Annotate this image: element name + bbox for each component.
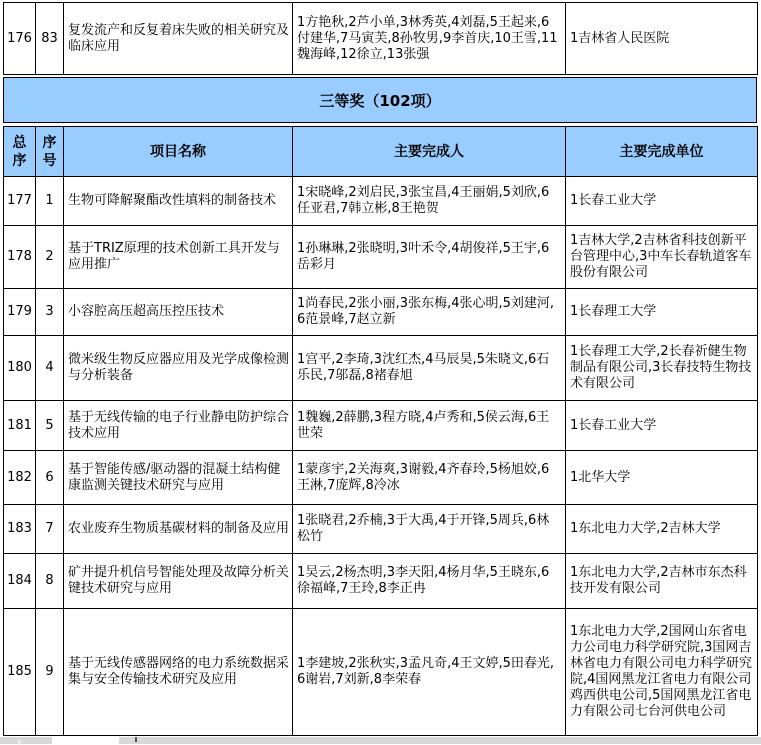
cell-project-title[interactable]: 矿井提升机信号智能处理及故障分析关键技术研究与应用	[64, 554, 293, 609]
cell-total-index[interactable]: 181	[4, 401, 36, 451]
cell-total-index[interactable]: 183	[4, 505, 36, 554]
cell-seq-number[interactable]: 5	[36, 401, 64, 451]
cell-contributors[interactable]: 1魏巍,2薛鹏,3程方晓,4卢秀和,5侯云海,6王世荣	[293, 401, 566, 451]
cell-total-index[interactable]: 180	[4, 336, 36, 401]
section-banner-third-prize[interactable]	[3, 77, 757, 123]
cell-units[interactable]: 1吉林省人民医院	[566, 3, 758, 75]
cell-project-title[interactable]: 基于无线传输的电子行业静电防护综合技术应用	[64, 401, 293, 451]
cell-units[interactable]: 1长春理工大学,2长春祈健生物制品有限公司,3长春技特生物技术有限公司	[566, 336, 758, 401]
cell-project-title[interactable]: 基于无线传感器网络的电力系统数据采集与安全传输技术研究及应用	[64, 609, 293, 736]
cell-total-index[interactable]: 182	[4, 451, 36, 505]
cell-project-title[interactable]: 复发流产和反复着床失败的相关研究及临床应用	[64, 3, 293, 75]
table-row	[4, 451, 758, 505]
cell-total-index[interactable]: 177	[4, 177, 36, 226]
cell-units[interactable]: 1长春工业大学	[566, 401, 758, 451]
cell-seq-number[interactable]: 2	[36, 226, 64, 289]
cell-project-title[interactable]: 农业废弃生物质基碳材料的制备及应用	[64, 505, 293, 554]
table-row	[4, 609, 758, 736]
sheet-tab-area[interactable]	[52, 737, 119, 744]
cell-project-title[interactable]: 生物可降解聚酯改性填料的制备技术	[64, 177, 293, 226]
cell-total-index[interactable]: 185	[4, 609, 36, 736]
table-row	[4, 336, 758, 401]
cell-project-title[interactable]: 基于智能传感/驱动器的混凝土结构健康监测关键技术研究与应用	[64, 451, 293, 505]
cell-seq-number[interactable]: 4	[36, 336, 64, 401]
cell-contributors[interactable]: 1蒙彦宇,2关海爽,3谢毅,4齐春玲,5杨旭姣,6王淋,7庞辉,8冷冰	[293, 451, 566, 505]
cell-units[interactable]: 1长春工业大学	[566, 177, 758, 226]
cell-project-title[interactable]: 微米级生物反应器应用及光学成像检测与分析装备	[64, 336, 293, 401]
cell-seq-number[interactable]: 3	[36, 289, 64, 336]
cell-total-index[interactable]: 179	[4, 289, 36, 336]
cell-contributors[interactable]: 1尚春民,2张小丽,3张东梅,4张心明,5刘建河,6范景峰,7赵立新	[293, 289, 566, 336]
col-header-total[interactable]: 总序	[4, 127, 36, 177]
cell-seq-number[interactable]: 1	[36, 177, 64, 226]
section-banner-label: 三等奖（102项）	[319, 91, 441, 110]
cell-contributors[interactable]: 1宋晓峰,2刘启民,3张宝昌,4王丽娟,5刘欣,6任亚君,7韩立彬,8王艳贺	[293, 177, 566, 226]
cell-contributors[interactable]: 1宫平,2李琦,3沈红杰,4马辰昊,5朱晓文,6石乐民,7邬磊,8褚春旭	[293, 336, 566, 401]
cell-units[interactable]: 1长春理工大学	[566, 289, 758, 336]
sheet-tab-nav-buttons[interactable]	[0, 737, 52, 744]
cell-contributors[interactable]: 1张晓君,2乔楠,3于大禹,4于开锋,5周兵,6林松竹	[293, 505, 566, 554]
col-header-project[interactable]: 项目名称	[64, 127, 293, 177]
table-row	[4, 505, 758, 554]
cell-total-index[interactable]: 176	[4, 3, 36, 75]
table-header-row	[4, 127, 758, 177]
cell-units[interactable]: 1东北电力大学,2吉林市东杰科技开发有限公司	[566, 554, 758, 609]
cell-total-index[interactable]: 184	[4, 554, 36, 609]
table-row	[4, 3, 758, 75]
cell-contributors[interactable]: 1方艳秋,2芦小单,3林秀英,4刘磊,5王起来,6付建华,7马寅芙,8孙牧男,9李首庆,10王雪,11魏海峰,12徐立,13张强	[293, 3, 566, 75]
cell-project-title[interactable]: 基于TRIZ原理的技术创新工具开发与应用推广	[64, 226, 293, 289]
table-row	[4, 177, 758, 226]
col-header-units[interactable]: 主要完成单位	[566, 127, 758, 177]
cell-units[interactable]: 1东北电力大学,2吉林大学	[566, 505, 758, 554]
cell-units[interactable]: 1北华大学	[566, 451, 758, 505]
scrollbar-split-handle[interactable]	[135, 737, 137, 742]
horizontal-scrollbar[interactable]	[119, 737, 761, 744]
cell-seq-number[interactable]: 7	[36, 505, 64, 554]
table-row	[4, 226, 758, 289]
col-header-seq[interactable]: 序号	[36, 127, 64, 177]
awards-table-third-prize	[3, 126, 758, 736]
cell-contributors[interactable]: 1李建坡,2张秋实,3孟凡奇,4王文婷,5田春光,6谢岩,7刘新,8李荣春	[293, 609, 566, 736]
cell-project-title[interactable]: 小容腔高压超高压控压技术	[64, 289, 293, 336]
cell-seq-number[interactable]: 8	[36, 554, 64, 609]
cell-units[interactable]: 1吉林大学,2吉林省科技创新平台管理中心,3中车长春轨道客车股份有限公司	[566, 226, 758, 289]
cell-seq-number[interactable]: 83	[36, 3, 64, 75]
table-row	[4, 554, 758, 609]
cell-seq-number[interactable]: 9	[36, 609, 64, 736]
cell-total-index[interactable]: 178	[4, 226, 36, 289]
awards-table-previous-section	[3, 2, 758, 75]
cell-contributors[interactable]: 1孙琳琳,2张晓明,3叶禾令,4胡俊祥,5王宇,6岳彩月	[293, 226, 566, 289]
cell-contributors[interactable]: 1吴云,2杨杰明,3李天阳,4杨月华,5王晓东,6徐福峰,7王玲,8李正冉	[293, 554, 566, 609]
col-header-contributors[interactable]: 主要完成人	[293, 127, 566, 177]
cell-units[interactable]: 1东北电力大学,2国网山东省电力公司电力科学研究院,3国网吉林省电力有限公司电力科学研究院,4国网黑龙江省电力有限公司鸡西供电公司,5国网黑龙江省电力有限公司七台河供电公司	[566, 609, 758, 736]
table-row	[4, 289, 758, 336]
table-row	[4, 401, 758, 451]
bottom-chrome-bar	[0, 737, 761, 744]
cell-seq-number[interactable]: 6	[36, 451, 64, 505]
